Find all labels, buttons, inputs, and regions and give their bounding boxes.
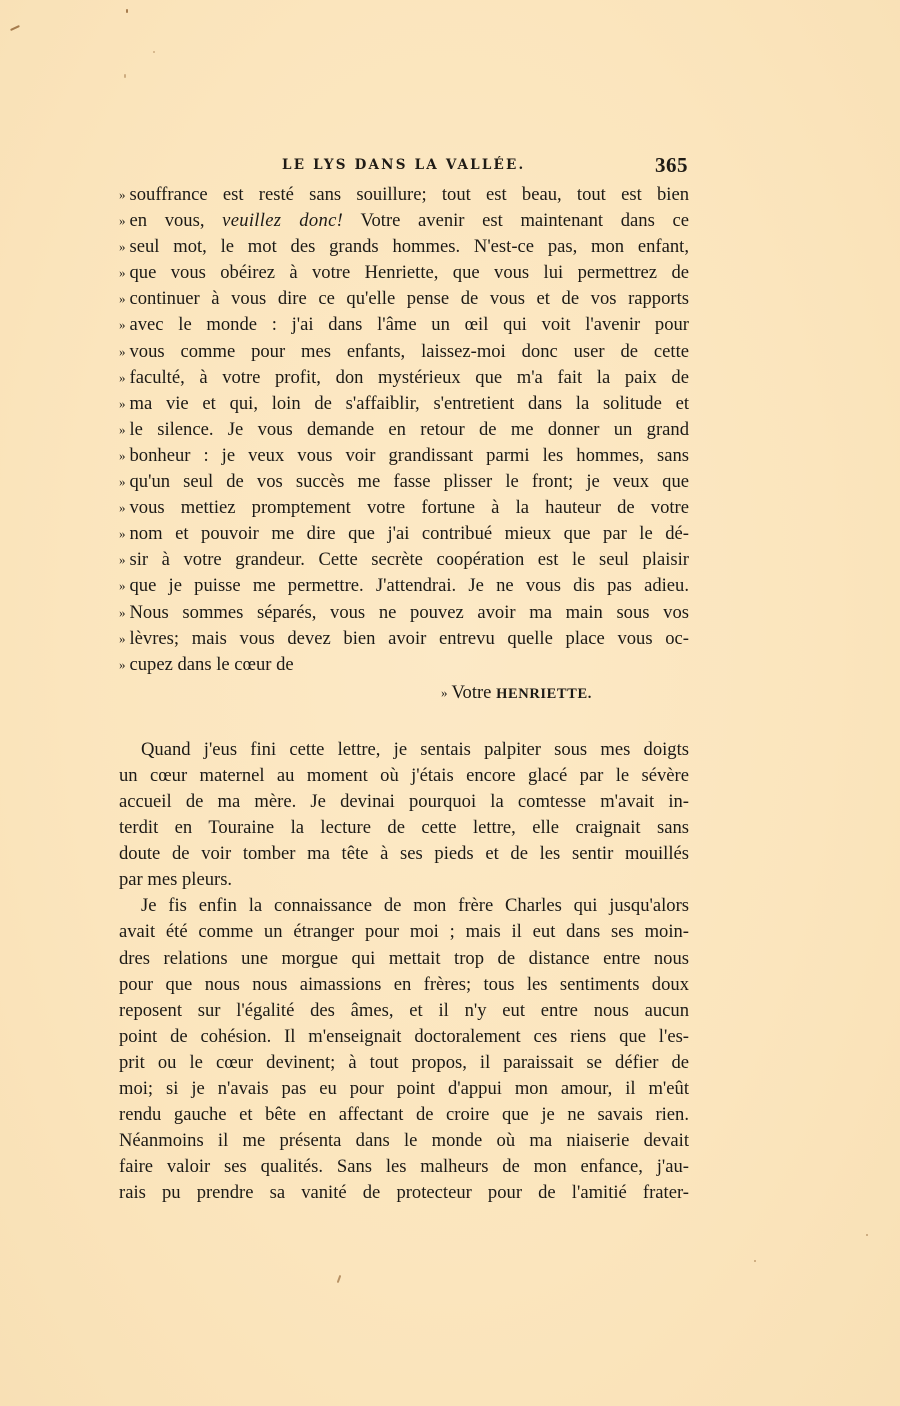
letter-line: [119, 626, 689, 652]
quote-mark: »: [119, 213, 126, 229]
quote-mark: »: [119, 604, 126, 620]
paragraph-line: accueil de ma mère. Je devinai pourquoi la comtesse m'avait in-: [119, 790, 689, 812]
line-text: en vous,: [129, 210, 223, 232]
line-text: que je puisse me permettre. J'attendrai. Je ne vous dis pas adieu.: [129, 575, 689, 597]
letter-line: [119, 182, 689, 208]
paper-speck: [754, 1260, 756, 1262]
letter-quote: [119, 182, 689, 707]
paragraph-line: faire valoir ses qualités. Sans les malheurs de mon enfance, j'au-: [119, 1156, 689, 1178]
paragraph-line: terdit en Touraine la lecture de cette lettre, elle craignait sans: [119, 817, 689, 839]
paragraph-2: [119, 893, 689, 1206]
line-text: nom et pouvoir me dire que j'ai contribué mieux que par le dé-: [129, 523, 689, 545]
paper-speck: [337, 1275, 342, 1283]
paper-speck: [126, 9, 128, 13]
quote-mark: »: [119, 421, 126, 437]
paragraph-line: moi; si je n'avais pas eu pour point d'appui mon amour, il m'eût: [119, 1078, 689, 1099]
paragraph-line: par mes pleurs.: [119, 869, 233, 891]
paragraph-line: dres relations une morgue qui mettait trop de distance entre nous: [119, 947, 689, 969]
paragraph-line: pour que nous nous aimassions en frères; tous les sentiments doux: [119, 973, 689, 995]
paragraph-line: rendu gauche et bête en affectant de croire que je ne savais rien.: [119, 1104, 689, 1126]
line-text: continuer à vous dire ce qu'elle pense de vous et de vos rapports: [129, 288, 689, 310]
signature-prefix: Votre: [451, 681, 497, 703]
paragraph-line: point de cohésion. Il m'enseignait doctoralement ces riens que l'es-: [119, 1025, 689, 1047]
line-text: que vous obéirez à votre Henriette, que vous lui permettrez de: [129, 262, 689, 284]
page-number: 365: [655, 153, 688, 177]
quote-mark: »: [119, 343, 126, 359]
letter-line: [119, 547, 689, 573]
letter-line: [119, 469, 689, 495]
quote-mark: »: [119, 265, 126, 281]
quote-mark: »: [119, 291, 126, 307]
paragraph-line: Je fis enfin la connaissance de mon frère Charles qui jusqu'alors: [141, 895, 689, 917]
letter-line: [119, 365, 689, 391]
line-text: sir à votre grandeur. Cette secrète coopération est le seul plaisir: [129, 549, 689, 571]
quote-mark: »: [119, 552, 126, 568]
paragraph-line: avait été comme un étranger pour moi ; mais il eut dans ses moin-: [119, 921, 689, 943]
letter-line: [119, 234, 689, 260]
quote-mark: »: [119, 395, 126, 411]
running-head: [100, 153, 690, 179]
paper-speck: [153, 51, 155, 53]
letter-line: [119, 600, 689, 626]
line-text: lèvres; mais vous devez bien avoir entrevu quelle place vous oc-: [129, 627, 689, 649]
quote-mark: »: [119, 474, 126, 490]
paragraph-line: Néanmoins il me présenta dans le monde où ma niaiserie devait: [119, 1130, 689, 1152]
paragraph-line: doute de voir tomber ma tête à ses pieds et de les sentir mouillés: [119, 843, 689, 865]
quote-mark: »: [119, 578, 126, 594]
quote-mark: »: [119, 187, 126, 202]
quote-mark: »: [119, 656, 126, 672]
paragraph-line: Quand j'eus fini cette lettre, je sentais palpiter sous mes doigts: [141, 738, 689, 760]
paragraph-line: un cœur maternel au moment où j'étais encore glacé par le sévère: [119, 764, 689, 786]
letter-line: [119, 312, 689, 338]
line-text: qu'un seul de vos succès me fasse plisser le front; je veux que: [129, 471, 689, 493]
line-text: seul mot, le mot des grands hommes. N'est-ce pas, mon enfant,: [129, 236, 689, 258]
quote-mark: »: [119, 526, 126, 542]
line-text: vous comme pour mes enfants, laissez-moi donc user de cette: [129, 340, 689, 362]
letter-line: [119, 495, 689, 521]
letter-line: [119, 443, 689, 469]
quote-mark: »: [119, 500, 126, 516]
paragraph-gap: [119, 707, 689, 734]
letter-line: [119, 521, 689, 547]
paragraph-line: prit ou le cœur devinent; à tout propos, il paraissait se défier de: [119, 1051, 689, 1073]
line-text: avec le monde : j'ai dans l'âme un œil qui voit l'avenir pour: [129, 314, 689, 336]
letter-line: [119, 573, 689, 599]
line-text: Nous sommes séparés, vous ne pouvez avoir ma main sous vos: [129, 601, 689, 623]
letter-line: [119, 417, 689, 443]
letter-signature: [119, 678, 689, 707]
running-title: LE LYS DANS LA VALLÉE.: [282, 157, 526, 173]
quote-mark: »: [119, 239, 126, 255]
line-text: faculté, à votre profit, don mystérieux que m'a fait la paix de: [129, 366, 689, 388]
quote-mark: »: [441, 684, 448, 700]
paper-speck: [10, 25, 20, 31]
quote-mark: »: [119, 317, 126, 333]
paragraph-line: rais pu prendre sa vanité de protecteur pour de l'amitié frater-: [119, 1182, 689, 1204]
italic-phrase: veuillez donc!: [222, 210, 344, 232]
quote-mark: »: [119, 447, 126, 463]
paper-speck: [124, 74, 126, 78]
line-text: cupez dans le cœur de: [129, 653, 294, 675]
letter-line: [119, 652, 689, 678]
letter-line: [119, 391, 689, 417]
line-text: bonheur : je veux vous voir grandissant parmi les hommes, sans: [129, 444, 689, 466]
letter-line: [119, 286, 689, 312]
paper-speck: [866, 1234, 868, 1236]
letter-line: [119, 260, 689, 286]
letter-line: [119, 339, 689, 365]
line-text: Votre avenir est maintenant dans ce: [343, 210, 689, 232]
quote-mark: »: [119, 630, 126, 646]
paragraph-1: [119, 737, 689, 894]
letter-line: [119, 208, 689, 234]
paragraph-line: reposent sur l'égalité des âmes, et il n'y eut entre nous aucun: [119, 999, 689, 1021]
line-text: le silence. Je vous demande en retour de me donner un grand: [129, 418, 689, 440]
quote-mark: »: [119, 369, 126, 385]
text-block: [119, 182, 689, 1206]
line-text: vous mettiez promptement votre fortune à la hauteur de votre: [129, 497, 689, 519]
signature-name: HENRIETTE.: [496, 685, 592, 702]
line-text: souffrance est resté sans souillure; tout est beau, tout est bien: [129, 184, 689, 205]
line-text: ma vie et qui, loin de s'affaiblir, s'entretient dans la solitude et: [129, 392, 689, 414]
